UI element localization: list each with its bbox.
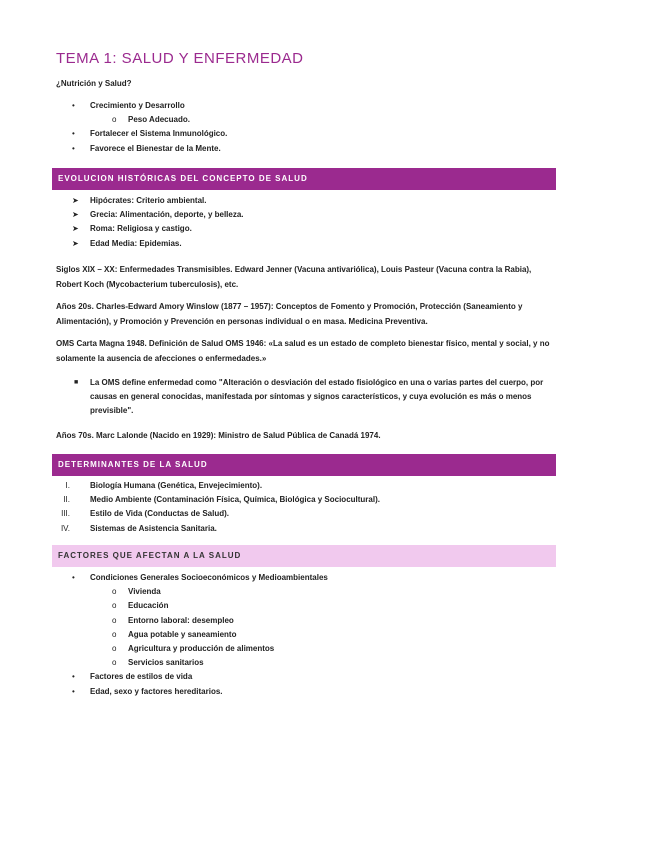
bullet-circle-icon: o xyxy=(112,615,117,625)
list-item-text: Favorece el Bienestar de la Mente. xyxy=(90,143,221,153)
arrow-bullet-icon: ➤ xyxy=(72,238,79,248)
oms-definition-text: La OMS define enfermedad como "Alteración o desviación del estado fisiológico en una o varias partes del cuerpo, por causas en general conocidas, manifestada por síntomas y signos característicos, y cuya evolución es más o menos previsible". xyxy=(90,378,544,415)
list-item-text: Edad Media: Epidemias. xyxy=(90,238,182,248)
bullet-dot-icon: • xyxy=(72,143,75,153)
list-item-text: Grecia: Alimentación, deporte, y belleza. xyxy=(90,210,244,220)
list-item-text: Biología Humana (Genética, Envejecimiento). xyxy=(90,481,263,490)
section-heading-evolucion: EVOLUCION HISTÓRICAS DEL CONCEPTO DE SALUD xyxy=(52,168,556,190)
bullet-dot-icon: • xyxy=(72,129,75,139)
list-item-text: Crecimiento y Desarrollo xyxy=(90,101,185,110)
page-title: TEMA 1: SALUD Y ENFERMEDAD xyxy=(56,50,304,67)
intro-question: ¿Nutrición y Salud? xyxy=(56,79,132,88)
square-bullet-icon: ■ xyxy=(74,379,79,386)
list-item-text: Factores de estilos de vida xyxy=(90,672,193,682)
bullet-circle-icon: o xyxy=(112,115,117,125)
paragraph-oms: OMS Carta Magna 1948. Definición de Salud OMS 1946: «La salud es un estado de completo bienestar físico, mental y social, y no solamente la ausencia de afecciones o enfermedades.» xyxy=(56,339,550,363)
bullet-dot-icon: • xyxy=(72,672,75,682)
arrow-bullet-icon: ➤ xyxy=(72,224,79,234)
list-item-text: Medio Ambiente (Contaminación Física, Química, Biológica y Sociocultural). xyxy=(90,495,380,505)
bullet-circle-icon: o xyxy=(112,643,117,653)
list-item-text: Hipócrates: Criterio ambiental. xyxy=(90,196,207,205)
paragraph-anos-70s: Años 70s. Marc Lalonde (Nacido en 1929): Ministro de Salud Pública de Canadá 1974. xyxy=(56,431,381,440)
list-subitem-text: Peso Adecuado. xyxy=(128,115,190,125)
arrow-bullet-icon: ➤ xyxy=(72,196,79,205)
list-item-text: Roma: Religiosa y castigo. xyxy=(90,224,192,234)
roman-numeral: IV. xyxy=(60,523,70,533)
arrow-bullet-icon: ➤ xyxy=(72,210,79,220)
roman-numeral: I. xyxy=(65,481,70,490)
roman-numeral: II. xyxy=(63,495,70,505)
list-item-text: Fortalecer el Sistema Inmunológico. xyxy=(90,129,228,139)
list-item-text: Edad, sexo y factores hereditarios. xyxy=(90,686,223,696)
section-heading-determinantes: DETERMINANTES DE LA SALUD xyxy=(52,454,556,476)
list-item-text: Sistemas de Asistencia Sanitaria. xyxy=(90,523,217,533)
bullet-dot-icon: • xyxy=(72,101,75,110)
bullet-circle-icon: o xyxy=(112,629,117,639)
bullet-circle-icon: o xyxy=(112,587,117,597)
bullet-dot-icon: • xyxy=(72,686,75,696)
bullet-circle-icon: o xyxy=(112,601,117,611)
list-subitem-text: Entorno laboral: desempleo xyxy=(128,615,234,625)
section-heading-factores: FACTORES QUE AFECTAN A LA SALUD xyxy=(52,545,556,567)
bullet-dot-icon: • xyxy=(72,573,75,582)
list-subitem-text: Agricultura y producción de alimentos xyxy=(128,643,275,653)
list-subitem-text: Educación xyxy=(128,601,169,611)
oms-definition-bullet xyxy=(74,376,550,418)
paragraph-siglos: Siglos XIX – XX: Enfermedades Transmisibles. Edward Jenner (Vacuna antivariólica), Louis Pasteur (Vacuna contra la Rabia), Robert Koch (Mycobacterium tuberculosis), etc. xyxy=(56,265,532,289)
roman-numeral: III. xyxy=(61,509,70,519)
list-item-text: Condiciones Generales Socioeconómicos y Medioambientales xyxy=(90,573,328,582)
list-subitem-text: Vivienda xyxy=(128,587,161,597)
bullet-circle-icon: o xyxy=(112,658,117,668)
list-subitem-text: Servicios sanitarios xyxy=(128,658,204,668)
list-item-text: Estilo de Vida (Conductas de Salud). xyxy=(90,509,229,519)
list-subitem-text: Agua potable y saneamiento xyxy=(128,629,237,639)
paragraph-anos-20s: Años 20s. Charles-Edward Amory Winslow (1877 – 1957): Conceptos de Fomento y Promoción, Protección (Saneamiento y Alimentación), y Promoción y Prevención en personas individual o en masa. Medicina Preventiva. xyxy=(56,302,523,326)
